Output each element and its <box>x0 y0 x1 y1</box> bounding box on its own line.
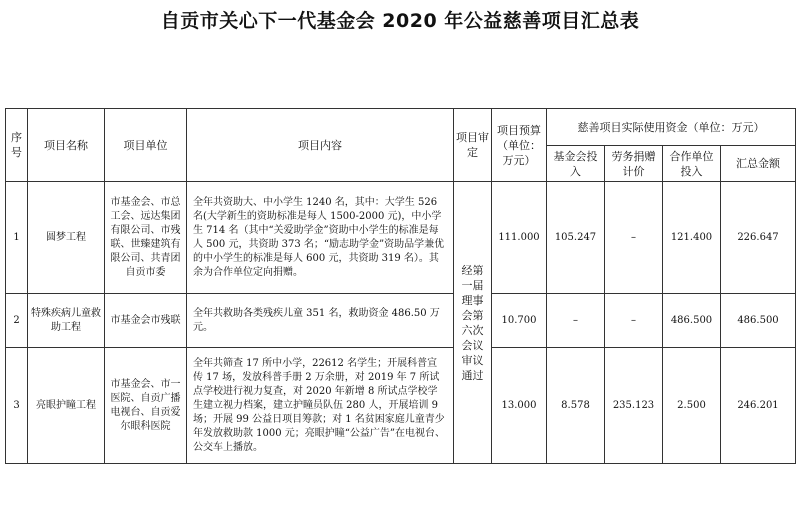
header-project-audit: 项目审定 <box>454 109 492 182</box>
row-budget: 111.000 <box>492 182 547 294</box>
row-partner-input: 2.500 <box>663 348 721 464</box>
row-project-name: 圆梦工程 <box>28 182 105 294</box>
row-project-unit: 市基金会市残联 <box>105 294 187 348</box>
row-partner-input: 486.500 <box>663 294 721 348</box>
row-fund-input: – <box>547 294 605 348</box>
row-partner-input: 121.400 <box>663 182 721 294</box>
header-total-amount: 汇总金额 <box>721 146 796 182</box>
header-actual-funds: 慈善项目实际使用资金（单位：万元） <box>547 109 796 146</box>
row-seq: 1 <box>6 182 28 294</box>
table-row <box>6 348 796 464</box>
row-project-name: 特殊疾病儿童救助工程 <box>28 294 105 348</box>
row-project-content: 全年共筛查 17 所中小学，22612 名学生；开展科普宣传 17 场，发放科普手册 2 万余册，对 2019 年 7 所试点学校进行视力复查，对 2020 年新增 8 所试点学校学生建立视力档案，建立护瞳员队伍 280 人，开展培训 9 场；开展 99 公益日项目筹款；对 1 名贫困家庭儿童青少年发放救助款 1000 元；亮眼护瞳“公益广告”在电视台、公交车上播放。 <box>187 348 454 464</box>
row-total-amount: 486.500 <box>721 294 796 348</box>
row-labor-donation: 235.123 <box>605 348 663 464</box>
header-labor-donation: 劳务捐赠计价 <box>605 146 663 182</box>
row-project-name: 亮眼护瞳工程 <box>28 348 105 464</box>
row-seq: 3 <box>6 348 28 464</box>
row-fund-input: 105.247 <box>547 182 605 294</box>
table-row <box>6 294 796 348</box>
project-audit-note: 经第一届理事会第六次会议审议通过 <box>454 182 492 464</box>
summary-table <box>5 108 796 464</box>
row-project-unit: 市基金会、市总工会、远达集团有限公司、市残联、世臻建筑有限公司、共青团自贡市委 <box>105 182 187 294</box>
header-project-budget: 项目预算（单位：万元） <box>492 109 547 182</box>
row-total-amount: 246.201 <box>721 348 796 464</box>
header-project-unit: 项目单位 <box>105 109 187 182</box>
row-project-unit: 市基金会、市一医院、自贡广播电视台、自贡爱尔眼科医院 <box>105 348 187 464</box>
row-labor-donation: – <box>605 294 663 348</box>
row-budget: 10.700 <box>492 294 547 348</box>
header-partner-input: 合作单位投入 <box>663 146 721 182</box>
row-total-amount: 226.647 <box>721 182 796 294</box>
header-project-name: 项目名称 <box>28 109 105 182</box>
row-fund-input: 8.578 <box>547 348 605 464</box>
header-project-content: 项目内容 <box>187 109 454 182</box>
row-project-content: 全年共救助各类残疾儿童 351 名，救助资金 486.50 万元。 <box>187 294 454 348</box>
row-seq: 2 <box>6 294 28 348</box>
row-labor-donation: – <box>605 182 663 294</box>
header-seq: 序号 <box>6 109 28 182</box>
header-fund-input: 基金会投入 <box>547 146 605 182</box>
table-row <box>6 182 796 294</box>
page-title: 自贡市关心下一代基金会 2020 年公益慈善项目汇总表 <box>160 10 640 32</box>
row-project-content: 全年共资助大、中小学生 1240 名，其中：大学生 526 名(大学新生的资助标准是每人 1500-2000 元)，中小学生 714 名（其中“关爱助学金”资助中小学生的标准是每人 500 元，共资助 373 名；“励志助学金”资助品学兼优的中小学生的标准是每人 600 元，共资助 319 名）。其余为合作单位定向捐赠。 <box>187 182 454 294</box>
row-budget: 13.000 <box>492 348 547 464</box>
